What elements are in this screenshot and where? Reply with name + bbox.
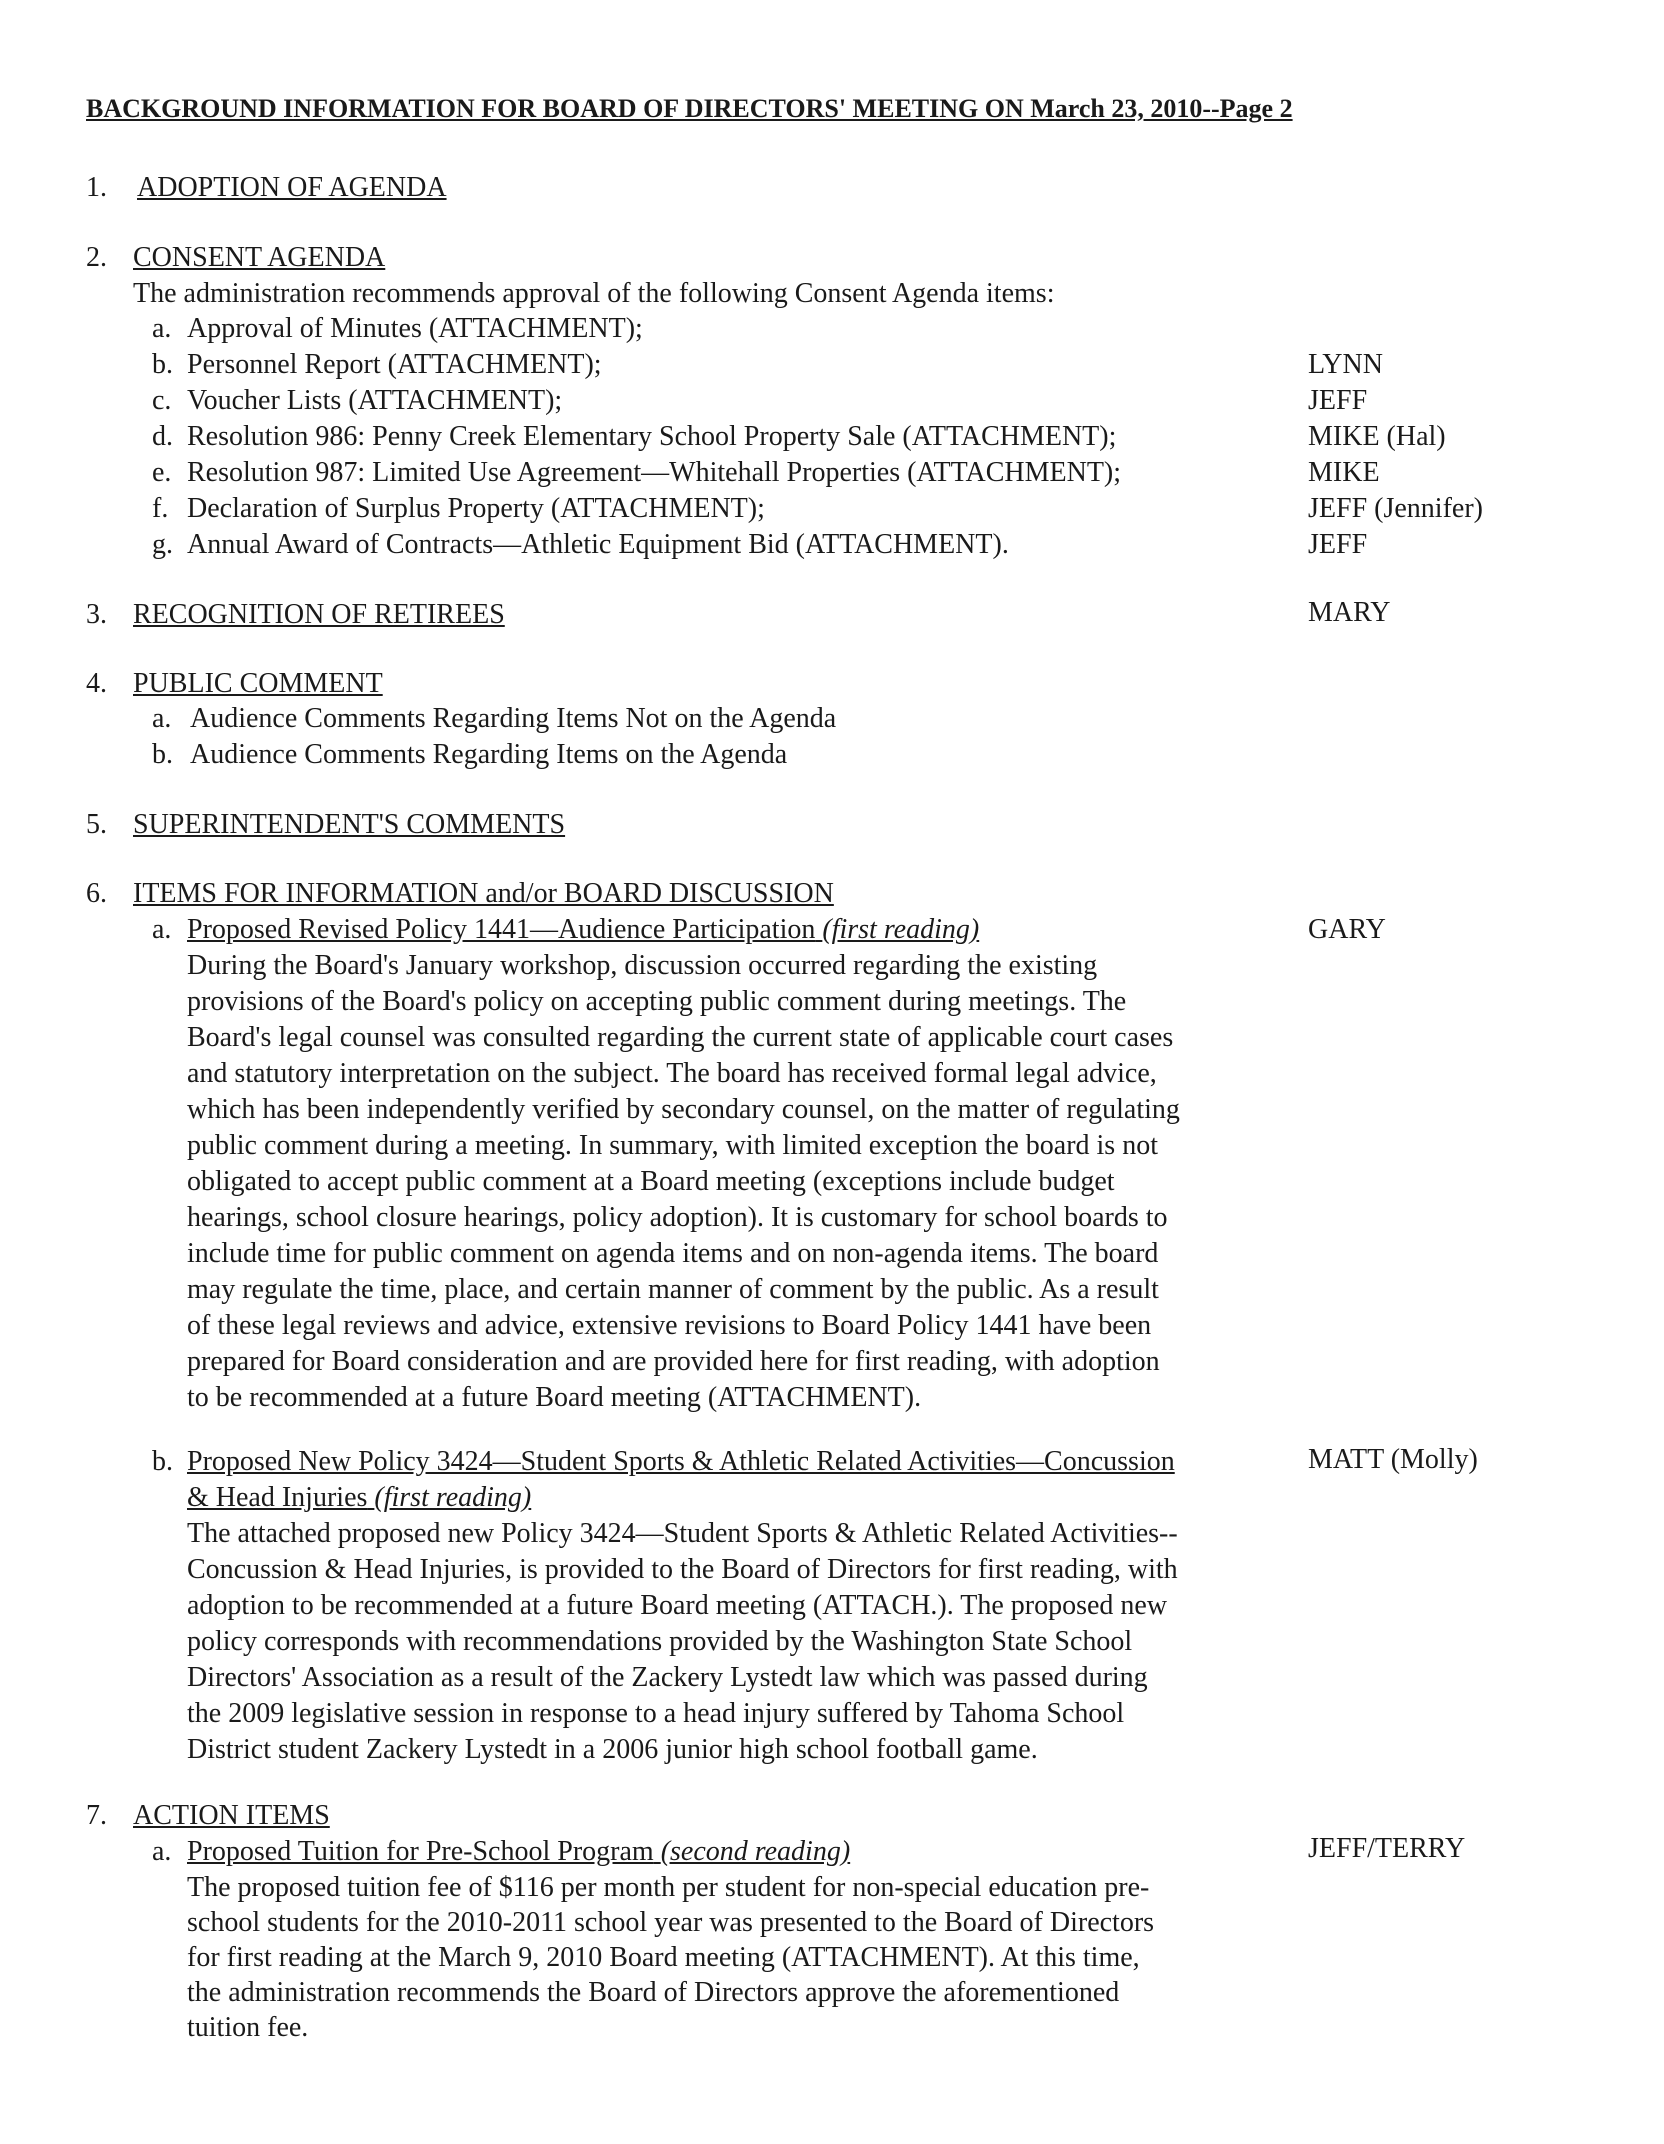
page-title: BACKGROUND INFORMATION FOR BOARD OF DIRECTORS' MEETING ON March 23, 2010--Page 2 (86, 94, 1293, 123)
item-6b-letter: b. (152, 1446, 173, 1477)
consent-item-e-presenter: MIKE (1308, 457, 1380, 488)
item-6a-line: hearings, school closure hearings, policy adoption). It is customary for school boards to (187, 1202, 1168, 1233)
section-7-number: 7. (86, 1800, 107, 1831)
item-7a-reading: (second reading) (660, 1836, 851, 1867)
consent-item-g-letter: g. (152, 529, 173, 560)
item-6a-line: may regulate the time, place, and certain manner of comment by the public. As a result (187, 1274, 1159, 1305)
section-6-title: ITEMS FOR INFORMATION and/or BOARD DISCUSSION (133, 878, 834, 909)
section-7-title: ACTION ITEMS (133, 1800, 330, 1831)
consent-item-d: Resolution 986: Penny Creek Elementary School Property Sale (ATTACHMENT); (187, 421, 1117, 452)
item-6a-line: which has been independently verified by secondary counsel, on the matter of regulating (187, 1094, 1180, 1125)
item-6a-line: of these legal reviews and advice, extensive revisions to Board Policy 1441 have been (187, 1310, 1152, 1341)
section-1-number: 1. (86, 172, 107, 203)
consent-item-b-presenter: LYNN (1308, 349, 1383, 380)
section-4-number: 4. (86, 668, 107, 699)
item-6b-reading: (first reading) (374, 1482, 532, 1513)
consent-item-a: Approval of Minutes (ATTACHMENT); (187, 313, 643, 344)
item-6a-line: to be recommended at a future Board meeting (ATTACHMENT). (187, 1382, 922, 1413)
item-7a-description (187, 1870, 1287, 2045)
item-6a-presenter: GARY (1308, 914, 1386, 945)
section-3-title: RECOGNITION OF RETIREES (133, 599, 505, 630)
item-6b-title-text: & Head Injuries (187, 1482, 368, 1513)
item-6a-title-text: Proposed Revised Policy 1441—Audience Participation (187, 914, 816, 945)
item-7a-title-text: Proposed Tuition for Pre-School Program (187, 1836, 654, 1867)
item-6a-letter: a. (152, 914, 172, 945)
item-6a-line: prepared for Board consideration and are provided here for first reading, with adoption (187, 1346, 1160, 1377)
section-2-title: CONSENT AGENDA (133, 242, 386, 273)
consent-item-c: Voucher Lists (ATTACHMENT); (187, 385, 563, 416)
section-2-number: 2. (86, 242, 107, 273)
public-comment-a-letter: a. (152, 703, 172, 734)
section-4-title: PUBLIC COMMENT (133, 668, 383, 699)
section-6-number: 6. (86, 878, 107, 909)
section-5-number: 5. (86, 809, 107, 840)
public-comment-a: Audience Comments Regarding Items Not on the Agenda (190, 703, 837, 734)
section-3-presenter: MARY (1308, 597, 1391, 628)
item-6b-line: Concussion & Head Injuries, is provided to the Board of Directors for first reading, with (187, 1554, 1178, 1585)
consent-item-b-letter: b. (152, 349, 173, 380)
section-2-intro: The administration recommends approval of the following Consent Agenda items: (133, 278, 1055, 309)
item-6a-line: During the Board's January workshop, discussion occurred regarding the existing (187, 950, 1098, 981)
item-6b-title-line1: Proposed New Policy 3424—Student Sports & Athletic Related Activities—Concussion (187, 1446, 1175, 1477)
item-7a-line: for first reading at the March 9, 2010 Board meeting (ATTACHMENT). At this time, (187, 1942, 1140, 1973)
consent-item-f: Declaration of Surplus Property (ATTACHMENT); (187, 493, 765, 524)
item-6a-line: include time for public comment on agenda items and on non-agenda items. The board (187, 1238, 1159, 1269)
item-6b-line: District student Zackery Lystedt in a 2006 junior high school football game. (187, 1734, 1038, 1765)
consent-item-g-presenter: JEFF (1308, 529, 1368, 560)
item-6a-line: obligated to accept public comment at a Board meeting (exceptions include budget (187, 1166, 1115, 1197)
consent-item-e-letter: e. (152, 457, 172, 488)
consent-item-d-letter: d. (152, 421, 173, 452)
item-7a-line: The proposed tuition fee of $116 per month per student for non-special education pre- (187, 1872, 1150, 1903)
consent-item-f-presenter: JEFF (Jennifer) (1308, 493, 1483, 524)
item-7a-line: school students for the 2010-2011 school year was presented to the Board of Directors (187, 1907, 1155, 1938)
item-6b-line: policy corresponds with recommendations provided by the Washington State School (187, 1626, 1133, 1657)
section-3-number: 3. (86, 599, 107, 630)
item-7a-title (187, 1836, 850, 1868)
consent-item-d-presenter: MIKE (Hal) (1308, 421, 1446, 452)
section-1-title: ADOPTION OF AGENDA (137, 172, 447, 203)
item-6b-line: the 2009 legislative session in response to a head injury suffered by Tahoma School (187, 1698, 1125, 1729)
item-7a-line: the administration recommends the Board of Directors approve the aforementioned (187, 1977, 1120, 2008)
item-7a-letter: a. (152, 1836, 172, 1867)
item-6a-title (187, 914, 979, 946)
item-6a-line: and statutory interpretation on the subject. The board has received formal legal advice, (187, 1058, 1157, 1089)
item-7a-presenter: JEFF/TERRY (1308, 1833, 1466, 1864)
item-7a-line: tuition fee. (187, 2012, 309, 2043)
item-6b-presenter: MATT (Molly) (1308, 1444, 1478, 1475)
item-6b-line: Directors' Association as a result of the Zackery Lystedt law which was passed during (187, 1662, 1148, 1693)
consent-item-c-presenter: JEFF (1308, 385, 1368, 416)
item-6a-line: public comment during a meeting. In summary, with limited exception the board is not (187, 1130, 1158, 1161)
consent-item-f-letter: f. (152, 493, 169, 524)
public-comment-b: Audience Comments Regarding Items on the Agenda (190, 739, 788, 770)
item-6b-line: The attached proposed new Policy 3424—Student Sports & Athletic Related Activities-- (187, 1518, 1178, 1549)
item-6b-description (187, 1516, 1287, 1768)
consent-item-a-letter: a. (152, 313, 172, 344)
section-5-title: SUPERINTENDENT'S COMMENTS (133, 809, 566, 840)
consent-item-g: Annual Award of Contracts—Athletic Equipment Bid (ATTACHMENT). (187, 529, 1009, 560)
item-6b-line: adoption to be recommended at a future Board meeting (ATTACH.). The proposed new (187, 1590, 1168, 1621)
item-6b-title-line2 (187, 1482, 531, 1514)
item-6a-line: provisions of the Board's policy on accepting public comment during meetings. The (187, 986, 1127, 1017)
item-6a-reading: (first reading) (822, 914, 980, 945)
public-comment-b-letter: b. (152, 739, 173, 770)
item-6a-description (187, 948, 1287, 1416)
consent-item-e: Resolution 987: Limited Use Agreement—Whitehall Properties (ATTACHMENT); (187, 457, 1122, 488)
consent-item-b: Personnel Report (ATTACHMENT); (187, 349, 602, 380)
item-6a-line: Board's legal counsel was consulted regarding the current state of applicable court cases (187, 1022, 1174, 1053)
consent-item-c-letter: c. (152, 385, 172, 416)
